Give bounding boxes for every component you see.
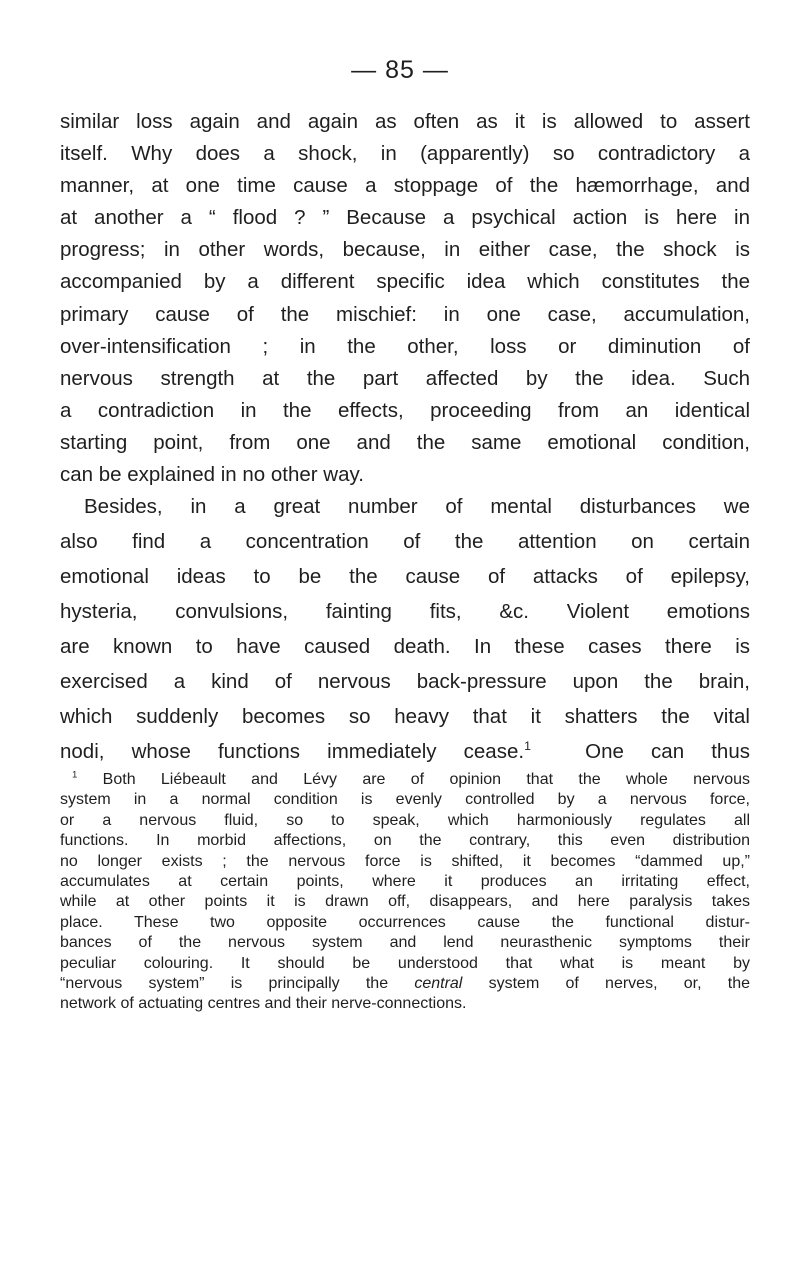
footnote-line: system in a normal condition is evenly controlled by a nervous force, [60,791,750,809]
body-line: manner, at one time cause a stoppage of the hæmorrhage, and [60,174,750,198]
footnote-line: network of actuating centres and their nerve-connections. [60,995,467,1013]
footnote-reference: 1 [524,739,531,754]
footnote-italic-word: central [414,974,463,992]
body-line: primary cause of the mischief: in one case, accumulation, [60,302,750,326]
footnote-line-text: Both Liébeault and Lévy are of opinion that the whole nervous [102,771,750,788]
body-line: nervous strength at the part affected by the idea. Such [60,366,750,390]
footnote-line: accumulates at certain points, where it produces an irritating effect, [60,872,750,890]
footnote-line-text: “nervous system” is principally the [60,974,389,992]
body-line: similar loss again and again as often as it is allowed to assert [60,110,750,133]
body-line: Besides, in a great number of mental disturbances we [84,495,750,519]
body-line-text: nodi, whose functions immediately cease. [60,740,525,764]
body-line-tail: One can thus [585,740,750,764]
body-line: starting point, from one and the same emotional condition, [60,430,750,454]
footnote-line: while at other points it is drawn off, disappears, and here paralysis takes [60,893,750,911]
body-line: also find a concentration of the attention on certain [60,530,750,554]
footnote-line: bances of the nervous system and lend neurasthenic symptoms their [60,934,750,952]
footnote-line [60,974,750,994]
footnote-line [60,770,750,790]
footnote-line: place. These two opposite occurrences cause the functional distur- [60,913,750,931]
footnote-line-tail: system of nerves, or, the [488,974,751,992]
body-line: emotional ideas to be the cause of attacks of epilepsy, [60,565,750,589]
body-line: hysteria, convulsions, fainting fits, &c. Violent emotions [60,600,750,624]
body-line: accompanied by a different specific idea which constitutes the [60,270,750,294]
body-line: are known to have caused death. In these cases there is [60,635,750,659]
body-line-with-footnote-ref [60,736,750,771]
body-line: a contradiction in the effects, proceeding from an identical [60,398,750,422]
footnote-line: or a nervous fluid, so to speak, which harmoniously regulates all [60,811,750,829]
footnote-marker: 1 [72,769,78,781]
page-number: — 85 — [351,56,449,84]
body-line: over-intensification ; in the other, loss or diminution of [60,334,750,358]
footnote-line: functions. In morbid affections, on the contrary, this even distribution [60,832,750,850]
body-line: progress; in other words, because, in either case, the shock is [60,238,750,262]
body-line: which suddenly becomes so heavy that it shatters the vital [60,705,750,729]
body-line: itself. Why does a shock, in (apparently) so contradictory a [60,142,750,166]
footnote [60,770,750,1015]
body-line: can be explained in no other way. [60,463,364,487]
footnote-line: no longer exists ; the nervous force is shifted, it becomes “dammed up,” [60,852,750,870]
body-line: exercised a kind of nervous back-pressure upon the brain, [60,670,750,694]
footnote-line: peculiar colouring. It should be understood that what is meant by [60,954,750,972]
body-text [60,106,750,771]
body-line: at another a “ flood ? ” Because a psychical action is here in [60,206,750,230]
